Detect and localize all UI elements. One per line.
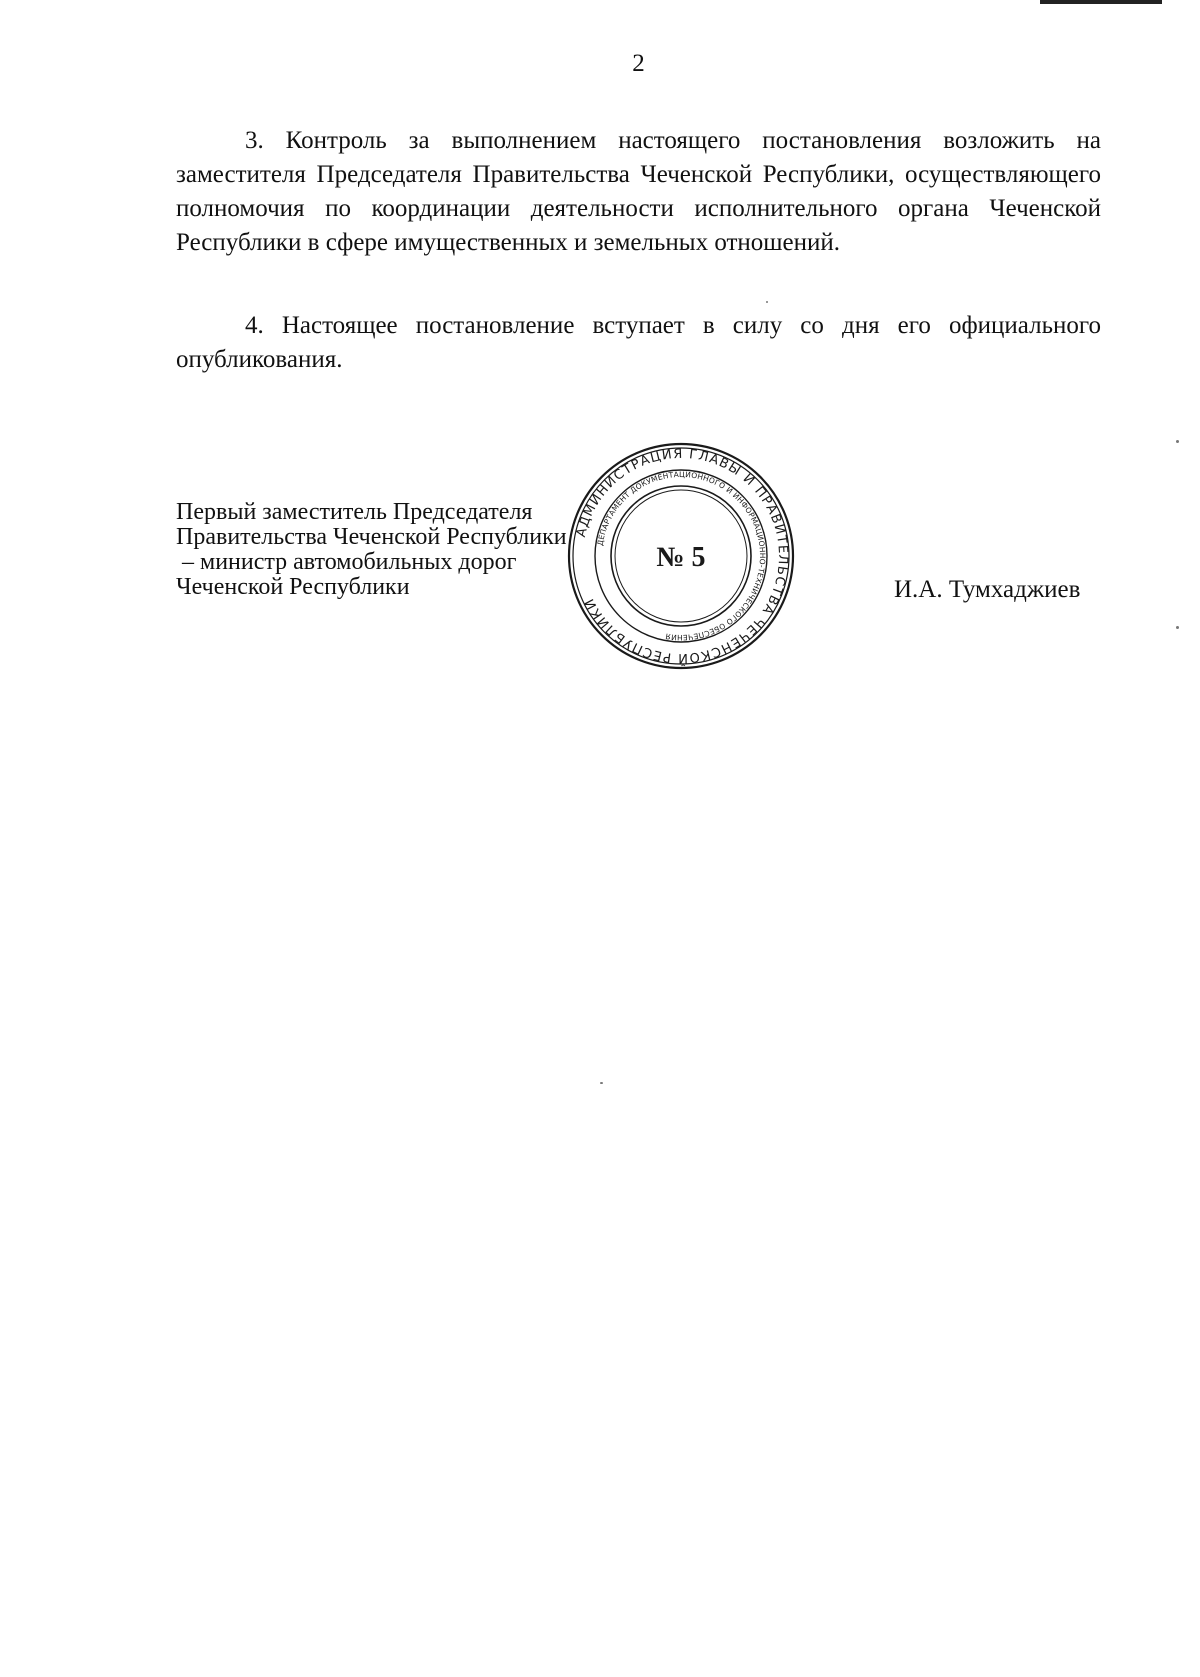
paragraph-4: 4. Настоящее постановление вступает в силу со дня его официального опубликования. (176, 312, 1101, 373)
seal-inner-text: ДЕПАРТАМЕНТ ДОКУМЕНТАЦИОННОГО И ИНФОРМАЦИОННО-ТЕХНИЧЕСКОГО ОБЕСПЕЧЕНИЯ (595, 469, 768, 643)
scan-speck (766, 301, 768, 303)
scan-speck (600, 1082, 603, 1084)
seal-number: № 5 (656, 542, 706, 573)
official-seal (565, 440, 797, 672)
signatory-title-line: Правительства Чеченской Республики (176, 524, 567, 550)
scan-speck (1176, 626, 1179, 629)
page-number: 2 (632, 50, 645, 77)
top-rule (1040, 0, 1162, 4)
seal-outer-text: АДМИНИСТРАЦИЯ ГЛАВЫ И ПРАВИТЕЛЬСТВА ЧЕЧЕНСКОЙ РЕСПУБЛИКИ (573, 446, 791, 666)
signatory-name: И.А. Тумхаджиев (894, 576, 1081, 603)
paragraph-3: 3. Контроль за выполнением настоящего постановления возложить на заместителя Председателя Правительства Чеченской Республики, осуществляющего полномочия по координации деятельности исполнительного органа Чеченской Республики в сфере имущественных и земельных отношений. (176, 127, 1101, 256)
scan-speck (1176, 440, 1179, 443)
signatory-title (176, 500, 567, 600)
signatory-title-line: – министр автомобильных дорог (176, 549, 517, 575)
signatory-title-line: Первый заместитель Председателя (176, 499, 533, 525)
signatory-title-line: Чеченской Республики (176, 574, 410, 600)
